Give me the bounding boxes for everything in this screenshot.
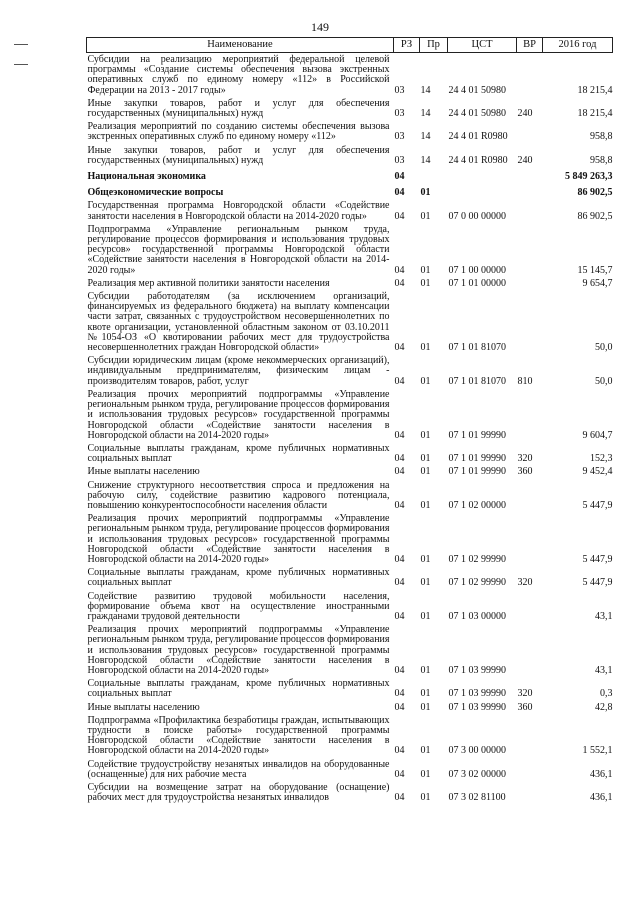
row-name: Реализация мер активной политики занятости населения <box>87 277 330 289</box>
row-name: Содействие трудоустройству незанятых инвалидов на оборудованные (оснащенные) для них рабочие места <box>87 758 390 780</box>
row-pr: 01 <box>420 453 431 465</box>
row-vr: 240 <box>517 154 533 166</box>
row-sum: 152,3 <box>590 453 613 465</box>
row-cst: 07 1 01 81070 <box>448 375 506 387</box>
table-row <box>87 388 613 442</box>
row-cst: 07 1 03 00000 <box>448 610 506 622</box>
row-name: Государственная программа Новгородской области «Содействие занятости населения в Новгородской области на 2014-2020 годы» <box>87 200 390 222</box>
budget-table <box>86 37 613 804</box>
row-pr: 01 <box>420 277 431 289</box>
table-row <box>87 623 613 677</box>
table-row <box>87 120 613 143</box>
row-name: Субсидии работодателям (за исключением организаций, финансируемых из федерального бюджета) на выплату компенсации части затрат, связанных с трудоустройством несовершеннолетних по квоте организации, установленной областным законом от 03.10.2011 №1054-ОЗ «О квотировании рабочих мест для трудоустройства несовершеннолетних граждан Новгородской области» <box>87 291 390 354</box>
table-row <box>87 566 613 589</box>
row-sum: 86 902,5 <box>577 187 613 199</box>
row-rz: 04 <box>394 277 405 289</box>
row-cst: 24 4 01 50980 <box>448 84 506 96</box>
table-row <box>87 590 613 624</box>
row-pr: 01 <box>420 210 431 222</box>
row-name: Подпрограмма «Управление региональным рынком труда, регулирование процессов формирования и использования трудовых ресурсов» государственной программы Новгородской области «Содействие занятости населения в Новгородской области на 2014-2020 годы» <box>87 223 390 276</box>
row-sum: 0,3 <box>600 688 613 700</box>
row-name: Реализация прочих мероприятий подпрограммы «Управление региональным рынком труда, регулирование процессов формирования и использования трудовых ресурсов» государственной программы Новгородской области «Содействие занятости населения в Новгородской области на 2014-2020 годы» <box>87 388 390 441</box>
row-pr: 01 <box>420 264 431 276</box>
margin-mark <box>14 64 28 65</box>
row-pr: 14 <box>420 131 431 143</box>
row-sum: 9 654,7 <box>582 277 613 289</box>
row-pr: 01 <box>420 187 431 199</box>
row-pr: 01 <box>420 429 431 441</box>
row-vr <box>517 714 543 758</box>
table-row <box>87 144 613 167</box>
table-row <box>87 97 613 120</box>
row-name: Иные выплаты населению <box>87 466 200 478</box>
row-rz: 04 <box>394 688 405 700</box>
row-pr: 01 <box>420 768 431 780</box>
row-rz: 04 <box>394 171 405 183</box>
row-cst: 07 1 00 00000 <box>448 264 506 276</box>
row-pr: 01 <box>420 577 431 589</box>
row-sum: 18 215,4 <box>577 108 613 120</box>
row-name: Реализация прочих мероприятий подпрограммы «Управление региональным рынком труда, регулирование процессов формирования и использования трудовых ресурсов» государственной программы Новгородской области «Содействие занятости населения в Новгородской области на 2014-2020 годы» <box>87 513 390 565</box>
row-cst: 07 3 00 00000 <box>448 745 506 757</box>
row-vr <box>517 388 543 442</box>
row-name: Содействие развитию трудовой мобильности населения, формирование объема квот на осуществление иностранными гражданами трудовой деятельности <box>87 590 390 622</box>
row-vr <box>517 623 543 677</box>
row-vr: 320 <box>517 577 533 589</box>
table-row <box>87 442 613 465</box>
table-row <box>87 465 613 478</box>
table-row <box>87 290 613 354</box>
row-cst: 24 4 01 50980 <box>448 108 506 120</box>
row-vr: 360 <box>517 466 533 478</box>
row-pr: 01 <box>420 610 431 622</box>
row-cst: 07 1 01 99990 <box>448 453 506 465</box>
table-row <box>87 701 613 714</box>
margin-mark <box>14 44 28 45</box>
row-name: Общеэкономические вопросы <box>87 187 224 199</box>
row-rz: 04 <box>394 701 405 713</box>
table-header-row <box>87 38 613 53</box>
row-sum: 958,8 <box>590 131 613 143</box>
row-pr: 01 <box>420 745 431 757</box>
row-cst: 24 4 01 R0980 <box>448 131 508 143</box>
row-sum: 43,1 <box>595 664 613 676</box>
row-rz: 03 <box>394 154 405 166</box>
header-vr: ВР <box>517 38 543 53</box>
row-name: Национальная экономика <box>87 171 206 183</box>
row-name: Снижение структурного несоответствия спроса и предложения на рабочую силу, содействие развитию кадрового потенциала, повышению конкурентоспособности населения области <box>87 479 390 511</box>
row-pr: 01 <box>420 466 431 478</box>
header-rz: РЗ <box>394 38 420 53</box>
row-rz: 04 <box>394 453 405 465</box>
row-name: Социальные выплаты гражданам, кроме публичных нормативных социальных выплат <box>87 442 390 465</box>
row-cst: 07 1 03 99990 <box>448 664 506 676</box>
row-sum: 86 902,5 <box>577 210 613 222</box>
header-name: Наименование <box>87 38 394 53</box>
row-name: Субсидии на возмещение затрат на оборудование (оснащение) рабочих мест для трудоустройства незанятых инвалидов <box>87 782 390 804</box>
table-row <box>87 714 613 758</box>
table-row <box>87 354 613 388</box>
row-vr <box>517 758 543 781</box>
row-rz: 04 <box>394 768 405 780</box>
row-rz: 03 <box>394 131 405 143</box>
row-rz: 04 <box>394 264 405 276</box>
row-sum: 5 849 263,3 <box>565 171 613 183</box>
row-rz: 04 <box>394 429 405 441</box>
row-rz: 04 <box>394 466 405 478</box>
row-sum: 436,1 <box>590 792 613 804</box>
row-pr: 01 <box>420 375 431 387</box>
row-pr <box>420 167 448 183</box>
row-rz: 04 <box>394 342 405 354</box>
table-row <box>87 479 613 513</box>
row-name: Иные закупки товаров, работ и услуг для обеспечения государственных (муниципальных) нужд <box>87 144 390 166</box>
row-vr <box>517 167 543 183</box>
table-row <box>87 677 613 700</box>
row-rz: 03 <box>394 84 405 96</box>
row-pr: 01 <box>420 688 431 700</box>
row-sum: 18 215,4 <box>577 84 613 96</box>
row-sum: 5 447,9 <box>582 553 613 565</box>
row-name: Иные закупки товаров, работ и услуг для обеспечения государственных (муниципальных) нужд <box>87 97 390 120</box>
row-pr: 14 <box>420 84 431 96</box>
row-cst: 07 1 01 99990 <box>448 466 506 478</box>
row-rz: 04 <box>394 792 405 804</box>
row-cst <box>448 183 517 199</box>
row-cst: 07 1 02 00000 <box>448 499 506 511</box>
row-vr <box>517 590 543 624</box>
row-cst: 07 1 01 99990 <box>448 429 506 441</box>
row-sum: 1 552,1 <box>582 745 613 757</box>
row-name: Социальные выплаты гражданам, кроме публичных нормативных социальных выплат <box>87 678 390 700</box>
table-row <box>87 223 613 277</box>
row-rz: 04 <box>394 610 405 622</box>
row-sum: 42,8 <box>595 701 613 713</box>
row-pr: 01 <box>420 664 431 676</box>
row-name: Подпрограмма «Профилактика безработицы граждан, испытывающих трудности в поиске работы» государственной программы Новгородской области «Содействие занятости населения в Новгородской области на 2014-2020 годы» <box>87 714 390 757</box>
row-pr: 01 <box>420 499 431 511</box>
row-name: Социальные выплаты гражданам, кроме публичных нормативных социальных выплат <box>87 567 390 589</box>
row-rz: 04 <box>394 745 405 757</box>
row-vr <box>517 183 543 199</box>
row-rz: 04 <box>394 577 405 589</box>
row-cst: 07 1 01 81070 <box>448 342 506 354</box>
table-row <box>87 758 613 781</box>
row-vr <box>517 53 543 97</box>
row-cst: 07 1 03 99990 <box>448 688 506 700</box>
table-row <box>87 512 613 566</box>
row-name: Субсидии на реализацию мероприятий федеральной целевой программы «Создание системы обеспечения вызова экстренных оперативных служб по единому номеру «112» в Российской Федерации на 2013 - 2017 годы» <box>87 54 390 96</box>
row-rz: 04 <box>394 375 405 387</box>
row-rz: 04 <box>394 499 405 511</box>
row-vr: 240 <box>517 108 533 120</box>
row-vr <box>517 781 543 804</box>
row-rz: 04 <box>394 187 405 199</box>
row-sum: 5 447,9 <box>582 499 613 511</box>
row-sum: 5 447,9 <box>582 577 613 589</box>
row-cst: 07 1 02 99990 <box>448 577 506 589</box>
row-cst: 07 0 00 00000 <box>448 210 506 222</box>
row-rz: 04 <box>394 664 405 676</box>
row-sum: 50,0 <box>595 342 613 354</box>
row-cst: 07 1 02 99990 <box>448 553 506 565</box>
row-pr: 14 <box>420 154 431 166</box>
row-vr <box>517 120 543 143</box>
row-vr <box>517 290 543 354</box>
row-cst <box>448 167 517 183</box>
row-sum: 958,8 <box>590 154 613 166</box>
header-sum: 2016 год <box>543 38 613 53</box>
row-pr: 01 <box>420 701 431 713</box>
row-cst: 07 3 02 81100 <box>448 792 506 804</box>
row-cst: 07 1 01 00000 <box>448 277 506 289</box>
row-vr <box>517 479 543 513</box>
row-vr <box>517 199 543 222</box>
row-rz: 04 <box>394 210 405 222</box>
row-rz: 04 <box>394 553 405 565</box>
row-sum: 9 452,4 <box>582 466 613 478</box>
row-pr: 01 <box>420 553 431 565</box>
row-vr <box>517 512 543 566</box>
row-sum: 50,0 <box>595 375 613 387</box>
row-sum: 43,1 <box>595 610 613 622</box>
row-vr: 360 <box>517 701 533 713</box>
row-vr <box>517 277 543 290</box>
row-sum: 9 604,7 <box>582 429 613 441</box>
row-name: Субсидии юридическим лицам (кроме некоммерческих организаций), индивидуальным предпринимателям, физическим лицам - производителям товаров, работ, услуг <box>87 355 390 387</box>
row-name: Реализация прочих мероприятий подпрограммы «Управление региональным рынком труда, регулирование процессов формирования и использования трудовых ресурсов» государственной программы Новгородской области «Содействие занятости населения в Новгородской области на 2014-2020 годы» <box>87 624 390 676</box>
header-cst: ЦСТ <box>448 38 517 53</box>
header-pr: Пр <box>420 38 448 53</box>
row-cst: 24 4 01 R0980 <box>448 154 508 166</box>
table-row <box>87 53 613 97</box>
row-name: Иные выплаты населению <box>87 701 200 713</box>
row-cst: 07 1 03 99990 <box>448 701 506 713</box>
table-row <box>87 277 613 290</box>
row-vr: 810 <box>517 375 533 387</box>
table-row <box>87 183 613 199</box>
row-vr <box>517 223 543 277</box>
row-rz: 03 <box>394 108 405 120</box>
row-cst: 07 3 02 00000 <box>448 768 506 780</box>
row-sum: 436,1 <box>590 768 613 780</box>
table-row <box>87 167 613 183</box>
row-pr: 01 <box>420 342 431 354</box>
row-sum: 15 145,7 <box>577 264 613 276</box>
row-pr: 14 <box>420 108 431 120</box>
row-pr: 01 <box>420 792 431 804</box>
page-number: 149 <box>311 20 329 34</box>
row-vr: 320 <box>517 688 533 700</box>
row-name: Реализация мероприятий по созданию системы обеспечения вызова экстренных оперативных служб по единому номеру «112» <box>87 121 390 143</box>
row-vr: 320 <box>517 453 533 465</box>
table-row <box>87 781 613 804</box>
table-row <box>87 199 613 222</box>
